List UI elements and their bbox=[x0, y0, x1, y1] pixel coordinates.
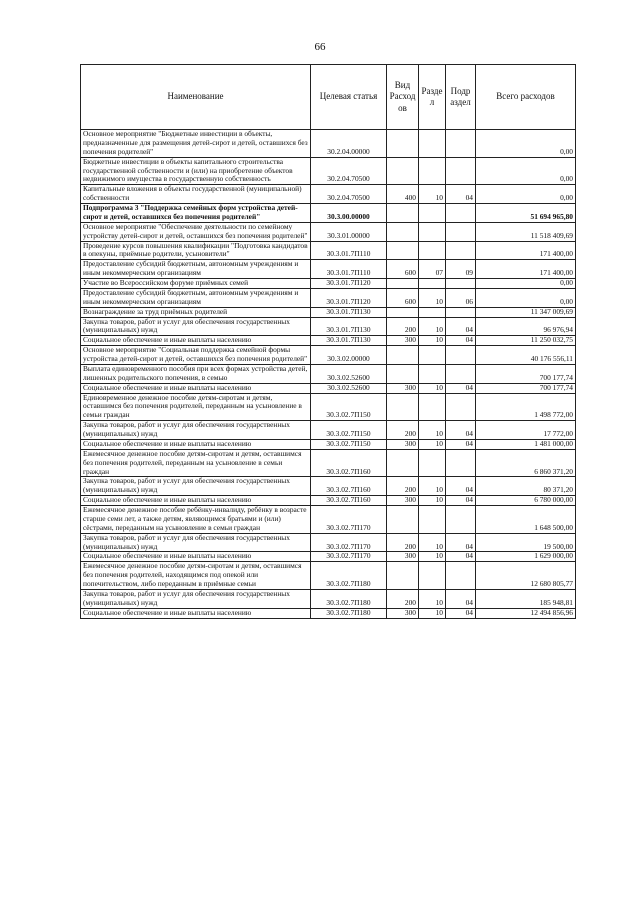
cell-subsection: 04 bbox=[446, 185, 476, 204]
cell-section: 10 bbox=[419, 383, 446, 393]
cell-kind bbox=[387, 130, 419, 158]
table-row bbox=[81, 439, 576, 449]
cell-section: 10 bbox=[419, 477, 446, 496]
cell-subsection bbox=[446, 241, 476, 260]
cell-target: 30.2.04.00000 bbox=[311, 130, 387, 158]
cell-subsection bbox=[446, 346, 476, 365]
cell-section bbox=[419, 130, 446, 158]
table-row bbox=[81, 552, 576, 562]
cell-subsection: 04 bbox=[446, 589, 476, 608]
cell-name: Ежемесячное денежное пособие ребёнку-инвалиду, ребёнку в возрасте старше семи лет, а также детям, являющимся братьями и (или) сёстрами, переданным на усыновление в семьи граждан bbox=[81, 506, 311, 534]
cell-subsection: 04 bbox=[446, 533, 476, 552]
cell-subsection: 04 bbox=[446, 477, 476, 496]
budget-table bbox=[80, 64, 576, 619]
cell-section: 10 bbox=[419, 533, 446, 552]
table-row bbox=[81, 506, 576, 534]
table-row bbox=[81, 562, 576, 590]
cell-name: Социальное обеспечение и иные выплаты населению bbox=[81, 608, 311, 618]
cell-total: 80 371,20 bbox=[476, 477, 576, 496]
cell-section: 10 bbox=[419, 336, 446, 346]
cell-subsection bbox=[446, 157, 476, 185]
cell-kind bbox=[387, 364, 419, 383]
cell-subsection: 04 bbox=[446, 496, 476, 506]
cell-kind bbox=[387, 346, 419, 365]
cell-total: 171 400,00 bbox=[476, 241, 576, 260]
cell-name: Предоставление субсидий бюджетным, автономным учреждениям и иным некоммерческим организациям bbox=[81, 260, 311, 279]
table-row bbox=[81, 279, 576, 289]
cell-name: Предоставление субсидий бюджетным, автономным учреждениям и иным некоммерческим организациям bbox=[81, 288, 311, 307]
table-row bbox=[81, 496, 576, 506]
cell-total: 0,00 bbox=[476, 279, 576, 289]
cell-kind: 300 bbox=[387, 336, 419, 346]
cell-total: 1 481 000,00 bbox=[476, 439, 576, 449]
header-kind: Вид Расход ов bbox=[387, 65, 419, 130]
table-row bbox=[81, 241, 576, 260]
table-row bbox=[81, 260, 576, 279]
cell-name: Ежемесячное денежное пособие детям-сиротам и детям, оставшимся без попечения родителей, переданным на усыновление в семьи граждан bbox=[81, 449, 311, 477]
cell-target: 30.3.01.7П130 bbox=[311, 317, 387, 336]
cell-target: 30.2.04.70500 bbox=[311, 157, 387, 185]
cell-subsection: 04 bbox=[446, 421, 476, 440]
cell-total: 1 498 772,00 bbox=[476, 393, 576, 421]
cell-section: 10 bbox=[419, 589, 446, 608]
cell-name: Закупка товаров, работ и услуг для обеспечения государственных (муниципальных) нужд bbox=[81, 421, 311, 440]
cell-target: 30.3.02.7П170 bbox=[311, 533, 387, 552]
cell-target: 30.3.02.7П160 bbox=[311, 477, 387, 496]
table-row bbox=[81, 364, 576, 383]
cell-subsection: 04 bbox=[446, 608, 476, 618]
cell-name: Социальное обеспечение и иные выплаты населению bbox=[81, 552, 311, 562]
cell-kind bbox=[387, 449, 419, 477]
cell-total: 12 494 856,96 bbox=[476, 608, 576, 618]
cell-kind bbox=[387, 307, 419, 317]
cell-target: 30.3.02.7П170 bbox=[311, 552, 387, 562]
cell-kind bbox=[387, 562, 419, 590]
table-row bbox=[81, 130, 576, 158]
cell-section bbox=[419, 279, 446, 289]
cell-kind: 400 bbox=[387, 185, 419, 204]
cell-total: 6 780 000,00 bbox=[476, 496, 576, 506]
cell-target: 30.2.04.70500 bbox=[311, 185, 387, 204]
cell-section: 10 bbox=[419, 185, 446, 204]
cell-name: Закупка товаров, работ и услуг для обеспечения государственных (муниципальных) нужд bbox=[81, 317, 311, 336]
table-row bbox=[81, 346, 576, 365]
cell-kind bbox=[387, 157, 419, 185]
cell-name: Социальное обеспечение и иные выплаты населению bbox=[81, 439, 311, 449]
cell-total: 1 648 500,00 bbox=[476, 506, 576, 534]
cell-name: Ежемесячное денежное пособие детям-сиротам и детям, оставшимся без попечения родителей, находящимся под опекой или попечительством, либо переданным в приёмные семьи bbox=[81, 562, 311, 590]
cell-target: 30.3.02.7П150 bbox=[311, 439, 387, 449]
cell-section bbox=[419, 506, 446, 534]
cell-target: 30.3.02.7П180 bbox=[311, 608, 387, 618]
cell-section bbox=[419, 346, 446, 365]
cell-kind: 600 bbox=[387, 260, 419, 279]
cell-name: Подпрограмма 3 "Поддержка семейных форм устройства детей-сирот и детей, оставшихся без попечения родителей" bbox=[81, 204, 311, 223]
cell-name: Основное мероприятие "Социальная поддержка семейной формы устройства детей-сирот и детей, оставшихся без попечения родителей" bbox=[81, 346, 311, 365]
cell-total: 19 500,00 bbox=[476, 533, 576, 552]
cell-total: 11 250 032,75 bbox=[476, 336, 576, 346]
cell-kind bbox=[387, 393, 419, 421]
cell-section bbox=[419, 393, 446, 421]
cell-name: Капитальные вложения в объекты государственной (муниципальной) собственности bbox=[81, 185, 311, 204]
cell-name: Основное мероприятие "Обеспечение деятельности по семейному устройству детей-сирот и детей, оставшихся без попечения родителей" bbox=[81, 222, 311, 241]
cell-kind: 200 bbox=[387, 533, 419, 552]
cell-kind: 300 bbox=[387, 383, 419, 393]
cell-total: 11 347 009,69 bbox=[476, 307, 576, 317]
cell-name: Основное мероприятие "Бюджетные инвестиции в объекты, предназначенные для размещения детей-сирот и детей, оставшихся без попечения родителей" bbox=[81, 130, 311, 158]
cell-subsection: 04 bbox=[446, 439, 476, 449]
cell-name: Социальное обеспечение и иные выплаты населению bbox=[81, 496, 311, 506]
cell-section: 10 bbox=[419, 608, 446, 618]
cell-kind: 300 bbox=[387, 439, 419, 449]
cell-target: 30.3.02.7П150 bbox=[311, 393, 387, 421]
cell-kind bbox=[387, 279, 419, 289]
table-row bbox=[81, 317, 576, 336]
cell-target: 30.3.01.7П110 bbox=[311, 241, 387, 260]
cell-section bbox=[419, 562, 446, 590]
cell-name: Выплата единовременного пособия при всех формах устройства детей, лишенных родительского попечения, в семью bbox=[81, 364, 311, 383]
cell-name: Вознаграждение за труд приёмных родителей bbox=[81, 307, 311, 317]
cell-subsection: 04 bbox=[446, 336, 476, 346]
table-row bbox=[81, 421, 576, 440]
cell-subsection: 04 bbox=[446, 383, 476, 393]
cell-section bbox=[419, 307, 446, 317]
cell-section: 10 bbox=[419, 317, 446, 336]
cell-name: Социальное обеспечение и иные выплаты населению bbox=[81, 336, 311, 346]
cell-section: 10 bbox=[419, 439, 446, 449]
cell-kind: 200 bbox=[387, 477, 419, 496]
table-row bbox=[81, 477, 576, 496]
cell-kind: 300 bbox=[387, 552, 419, 562]
cell-total: 11 518 409,69 bbox=[476, 222, 576, 241]
header-subsection: Подр аздел bbox=[446, 65, 476, 130]
cell-subsection bbox=[446, 279, 476, 289]
cell-name: Бюджетные инвестиции в объекты капитального строительства государственной собственности и (или) на приобретение объектов недвижимого имущества в государственную собственность bbox=[81, 157, 311, 185]
cell-section: 10 bbox=[419, 552, 446, 562]
cell-subsection: 04 bbox=[446, 552, 476, 562]
cell-total: 17 772,00 bbox=[476, 421, 576, 440]
cell-section: 07 bbox=[419, 260, 446, 279]
cell-total: 0,00 bbox=[476, 185, 576, 204]
cell-target: 30.3.02.7П150 bbox=[311, 421, 387, 440]
cell-target: 30.3.01.00000 bbox=[311, 222, 387, 241]
cell-target: 30.3.01.7П130 bbox=[311, 307, 387, 317]
cell-kind: 600 bbox=[387, 288, 419, 307]
header-name: Наименование bbox=[81, 65, 311, 130]
cell-subsection bbox=[446, 364, 476, 383]
cell-subsection bbox=[446, 222, 476, 241]
table-row bbox=[81, 222, 576, 241]
cell-name: Закупка товаров, работ и услуг для обеспечения государственных (муниципальных) нужд bbox=[81, 533, 311, 552]
cell-name: Социальное обеспечение и иные выплаты населению bbox=[81, 383, 311, 393]
cell-target: 30.3.01.7П120 bbox=[311, 279, 387, 289]
cell-name: Закупка товаров, работ и услуг для обеспечения государственных (муниципальных) нужд bbox=[81, 589, 311, 608]
cell-target: 30.3.02.7П180 bbox=[311, 562, 387, 590]
cell-subsection bbox=[446, 204, 476, 223]
cell-section bbox=[419, 449, 446, 477]
table-row bbox=[81, 393, 576, 421]
cell-target: 30.3.02.7П180 bbox=[311, 589, 387, 608]
cell-subsection: 04 bbox=[446, 317, 476, 336]
page-number: 66 bbox=[314, 41, 326, 53]
cell-target: 30.3.01.7П120 bbox=[311, 288, 387, 307]
cell-target: 30.3.02.7П160 bbox=[311, 449, 387, 477]
cell-total: 6 860 371,20 bbox=[476, 449, 576, 477]
header-total: Всего расходов bbox=[476, 65, 576, 130]
cell-section bbox=[419, 157, 446, 185]
table-row bbox=[81, 336, 576, 346]
cell-total: 1 629 000,00 bbox=[476, 552, 576, 562]
cell-total: 0,00 bbox=[476, 130, 576, 158]
cell-total: 12 680 805,77 bbox=[476, 562, 576, 590]
cell-kind bbox=[387, 506, 419, 534]
table-row bbox=[81, 589, 576, 608]
cell-total: 0,00 bbox=[476, 157, 576, 185]
table-row bbox=[81, 383, 576, 393]
cell-subsection bbox=[446, 562, 476, 590]
table-row bbox=[81, 608, 576, 618]
cell-total: 171 400,00 bbox=[476, 260, 576, 279]
cell-total: 700 177,74 bbox=[476, 364, 576, 383]
cell-subsection bbox=[446, 307, 476, 317]
table-header-row bbox=[81, 65, 576, 130]
cell-section bbox=[419, 222, 446, 241]
table-row bbox=[81, 157, 576, 185]
table-row bbox=[81, 204, 576, 223]
cell-kind: 200 bbox=[387, 317, 419, 336]
cell-total: 51 694 965,80 bbox=[476, 204, 576, 223]
cell-total: 96 976,94 bbox=[476, 317, 576, 336]
cell-kind: 200 bbox=[387, 589, 419, 608]
header-target: Целевая статья bbox=[311, 65, 387, 130]
cell-subsection: 09 bbox=[446, 260, 476, 279]
table-body bbox=[81, 130, 576, 619]
header-section: Разде л bbox=[419, 65, 446, 130]
cell-kind: 200 bbox=[387, 421, 419, 440]
cell-name: Проведение курсов повышения квалификации "Подготовка кандидатов в опекуны, приёмные родители, усыновители" bbox=[81, 241, 311, 260]
cell-total: 40 176 556,11 bbox=[476, 346, 576, 365]
cell-name: Единовременное денежное пособие детям-сиротам и детям, оставшимся без попечения родителей, переданным на усыновление в семьи граждан bbox=[81, 393, 311, 421]
cell-section: 10 bbox=[419, 288, 446, 307]
cell-target: 30.3.02.7П170 bbox=[311, 506, 387, 534]
cell-target: 30.3.02.52600 bbox=[311, 364, 387, 383]
cell-kind: 300 bbox=[387, 496, 419, 506]
cell-subsection bbox=[446, 393, 476, 421]
cell-target: 30.3.01.7П130 bbox=[311, 336, 387, 346]
cell-target: 30.3.02.00000 bbox=[311, 346, 387, 365]
cell-kind bbox=[387, 241, 419, 260]
cell-target: 30.3.01.7П110 bbox=[311, 260, 387, 279]
table-row bbox=[81, 533, 576, 552]
cell-section: 10 bbox=[419, 421, 446, 440]
table-row bbox=[81, 288, 576, 307]
table-row bbox=[81, 449, 576, 477]
cell-target: 30.3.02.52600 bbox=[311, 383, 387, 393]
cell-subsection: 06 bbox=[446, 288, 476, 307]
cell-total: 0,00 bbox=[476, 288, 576, 307]
cell-kind bbox=[387, 222, 419, 241]
cell-total: 185 948,81 bbox=[476, 589, 576, 608]
cell-section bbox=[419, 204, 446, 223]
cell-target: 30.3.00.00000 bbox=[311, 204, 387, 223]
cell-subsection bbox=[446, 506, 476, 534]
cell-section bbox=[419, 241, 446, 260]
cell-section bbox=[419, 364, 446, 383]
cell-name: Участие во Всероссийском форуме приёмных семей bbox=[81, 279, 311, 289]
cell-name: Закупка товаров, работ и услуг для обеспечения государственных (муниципальных) нужд bbox=[81, 477, 311, 496]
cell-subsection bbox=[446, 449, 476, 477]
cell-section: 10 bbox=[419, 496, 446, 506]
table-row bbox=[81, 185, 576, 204]
cell-total: 700 177,74 bbox=[476, 383, 576, 393]
cell-subsection bbox=[446, 130, 476, 158]
table-row bbox=[81, 307, 576, 317]
cell-kind: 300 bbox=[387, 608, 419, 618]
cell-kind bbox=[387, 204, 419, 223]
cell-target: 30.3.02.7П160 bbox=[311, 496, 387, 506]
